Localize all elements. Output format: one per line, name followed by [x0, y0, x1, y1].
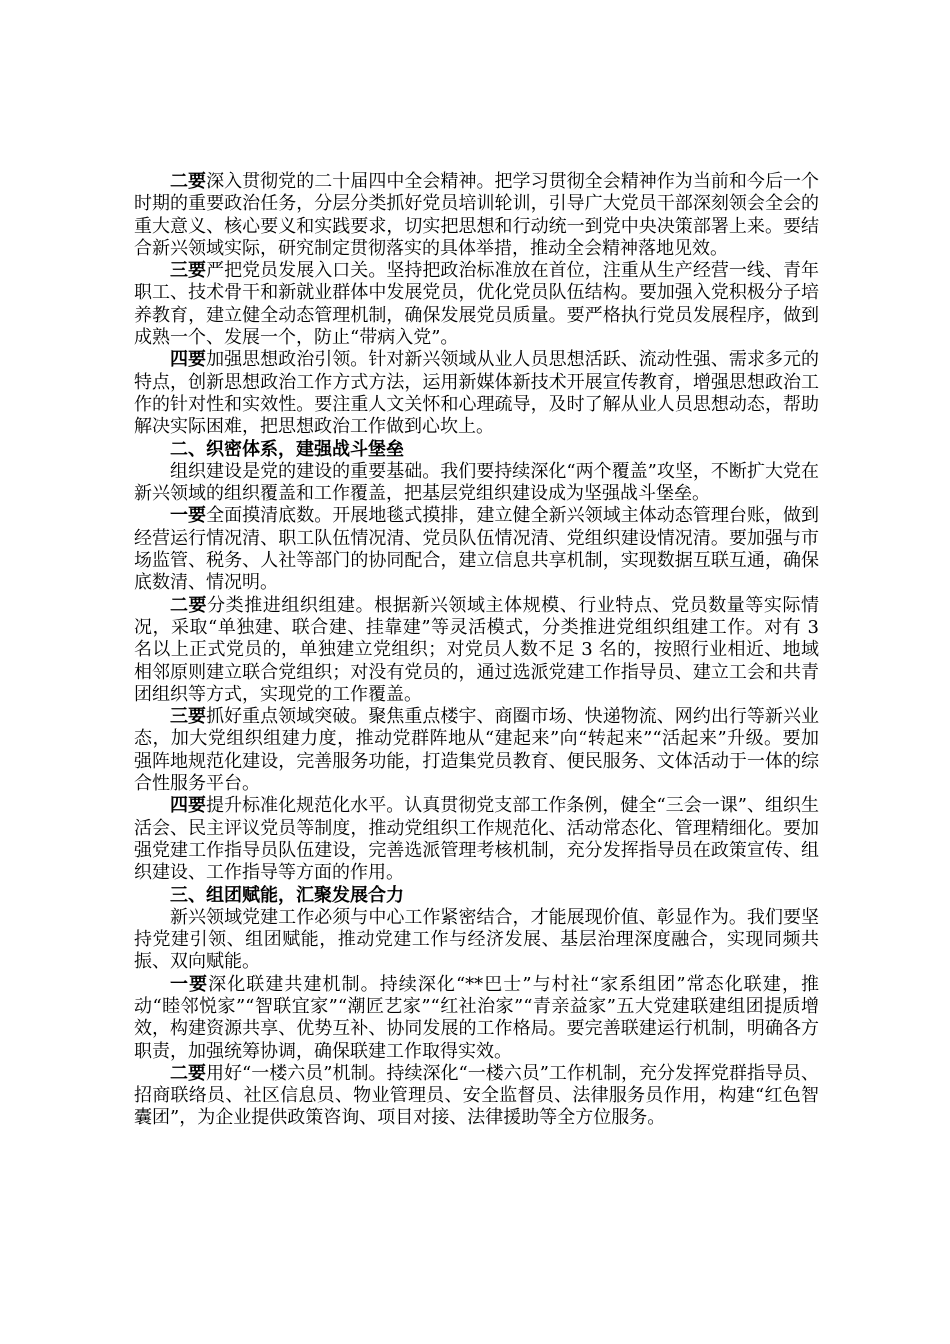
- document-body: [134, 171, 819, 1130]
- paragraph: [134, 505, 819, 594]
- paragraph-lead: 一要: [170, 973, 209, 995]
- paragraph: [134, 1063, 819, 1130]
- paragraph-text: 分类推进组织组建。根据新兴领域主体规模、行业特点、党员数量等实际情况，采取“单独建、联合建、挂靠建”等灵活模式，分类推进党组织组建工作。对有 3 名以上正式党员的，单独建立党组织；对党员人数不足 3 名的，按照行业相近、地域相邻原则建立联合党组织；对没有党员的，通过选派党建工作指导员、建立工会和共青团组织等方式，实现党的工作覆盖。: [134, 594, 820, 705]
- paragraph-text: 用好“一楼六员”机制。持续深化“一楼六员”工作机制，充分发挥党群指导员、招商联络员、社区信息员、物业管理员、安全监督员、法律服务员作用，构建“红色智囊团”，为企业提供政策咨询、项目对接、法律援助等全方位服务。: [134, 1062, 819, 1129]
- paragraph: [134, 349, 819, 438]
- paragraph-lead: 四要: [170, 349, 207, 371]
- paragraph: [134, 595, 819, 706]
- section-heading: 三、组团赋能，汇聚发展合力: [170, 884, 404, 906]
- paragraph-text: 组织建设是党的建设的重要基础。我们要持续深化“两个覆盖”攻坚，不断扩大党在新兴领域的组织覆盖和工作覆盖，把基层党组织建设成为坚强战斗堡垒。: [134, 460, 819, 505]
- section-heading: 二、织密体系，建强战斗堡垒: [170, 438, 404, 460]
- paragraph-lead: 二要: [170, 1062, 207, 1084]
- paragraph: [134, 171, 819, 260]
- paragraph: [134, 795, 819, 884]
- paragraph-lead: 一要: [170, 505, 207, 527]
- paragraph-lead: 三要: [170, 706, 207, 728]
- paragraph-text: 新兴领域党建工作必须与中心工作紧密结合，才能展现价值、彰显作为。我们要坚持党建引领、组团赋能，推动党建工作与经济发展、基层治理深度融合，实现同频共振、双向赋能。: [134, 906, 819, 973]
- paragraph: [134, 461, 819, 506]
- paragraph-lead: 四要: [170, 795, 207, 817]
- paragraph: [134, 260, 819, 349]
- paragraph-lead: 二要: [170, 594, 208, 616]
- paragraph: [134, 907, 819, 974]
- paragraph: [134, 706, 819, 795]
- paragraph-lead: 三要: [170, 260, 207, 282]
- paragraph-lead: 二要: [170, 171, 207, 192]
- paragraph-text: 深入贯彻党的二十届四中全会精神。把学习贯彻全会精神作为当前和今后一个时期的重要政治任务，分层分类抓好党员培训轮训，引导广大党员干部深刻领会全会的重大意义、核心要义和实践要求，切实把思想和行动统一到党中央决策部署上来。要结合新兴领域实际，研究制定贯彻落实的具体举措，推动全会精神落地见效。: [134, 171, 820, 259]
- paragraph-text: 全面摸清底数。开展地毯式摸排，建立健全新兴领域主体动态管理台账，做到经营运行情况清、职工队伍情况清、党员队伍情况清、党组织建设情况清。要加强与市场监管、税务、人社等部门的协同配合，建立信息共享机制，实现数据互联互通，确保底数清、情况明。: [134, 505, 820, 594]
- paragraph: [134, 974, 819, 1063]
- paragraph-text: 深化联建共建机制。持续深化“**巴士”与村社“家系组团”常态化联建，推动“睦邻悦家”“智联宜家”“潮匠艺家”“红社治家”“青亲益家”五大党建联建组团提质增效，构建资源共享、优势互补、协同发展的工作格局。要完善联建运行机制，明确各方职责，加强统筹协调，确保联建工作取得实效。: [134, 973, 820, 1062]
- paragraph-text: 严把党员发展入口关。坚持把政治标准放在首位，注重从生产经营一线、青年职工、技术骨干和新就业群体中发展党员，优化党员队伍结构。要加强入党积极分子培养教育，建立健全动态管理机制，确保发展党员质量。要严格执行党员发展程序，做到成熟一个、发展一个，防止“带病入党”。: [134, 260, 820, 349]
- paragraph-text: 加强思想政治引领。针对新兴领域从业人员思想活跃、流动性强、需求多元的特点，创新思想政治工作方式方法，运用新媒体新技术开展宣传教育，增强思想政治工作的针对性和实效性。要注重人文关怀和心理疏导，及时了解从业人员思想动态，帮助解决实际困难，把思想政治工作做到心坎上。: [134, 349, 820, 438]
- paragraph-text: 抓好重点领域突破。聚焦重点楼宇、商圈市场、快递物流、网约出行等新兴业态，加大党组织组建力度，推动党群阵地从“建起来”向“转起来”“活起来”升级。要加强阵地规范化建设，完善服务功能，打造集党员教育、便民服务、文体活动于一体的综合性服务平台。: [134, 706, 820, 795]
- paragraph-text: 提升标准化规范化水平。认真贯彻党支部工作条例，健全“三会一课”、组织生活会、民主评议党员等制度，推动党组织工作规范化、活动常态化、管理精细化。要加强党建工作指导员队伍建设，完善选派管理考核机制，充分发挥指导员在政策宣传、组织建设、工作指导等方面的作用。: [134, 795, 820, 884]
